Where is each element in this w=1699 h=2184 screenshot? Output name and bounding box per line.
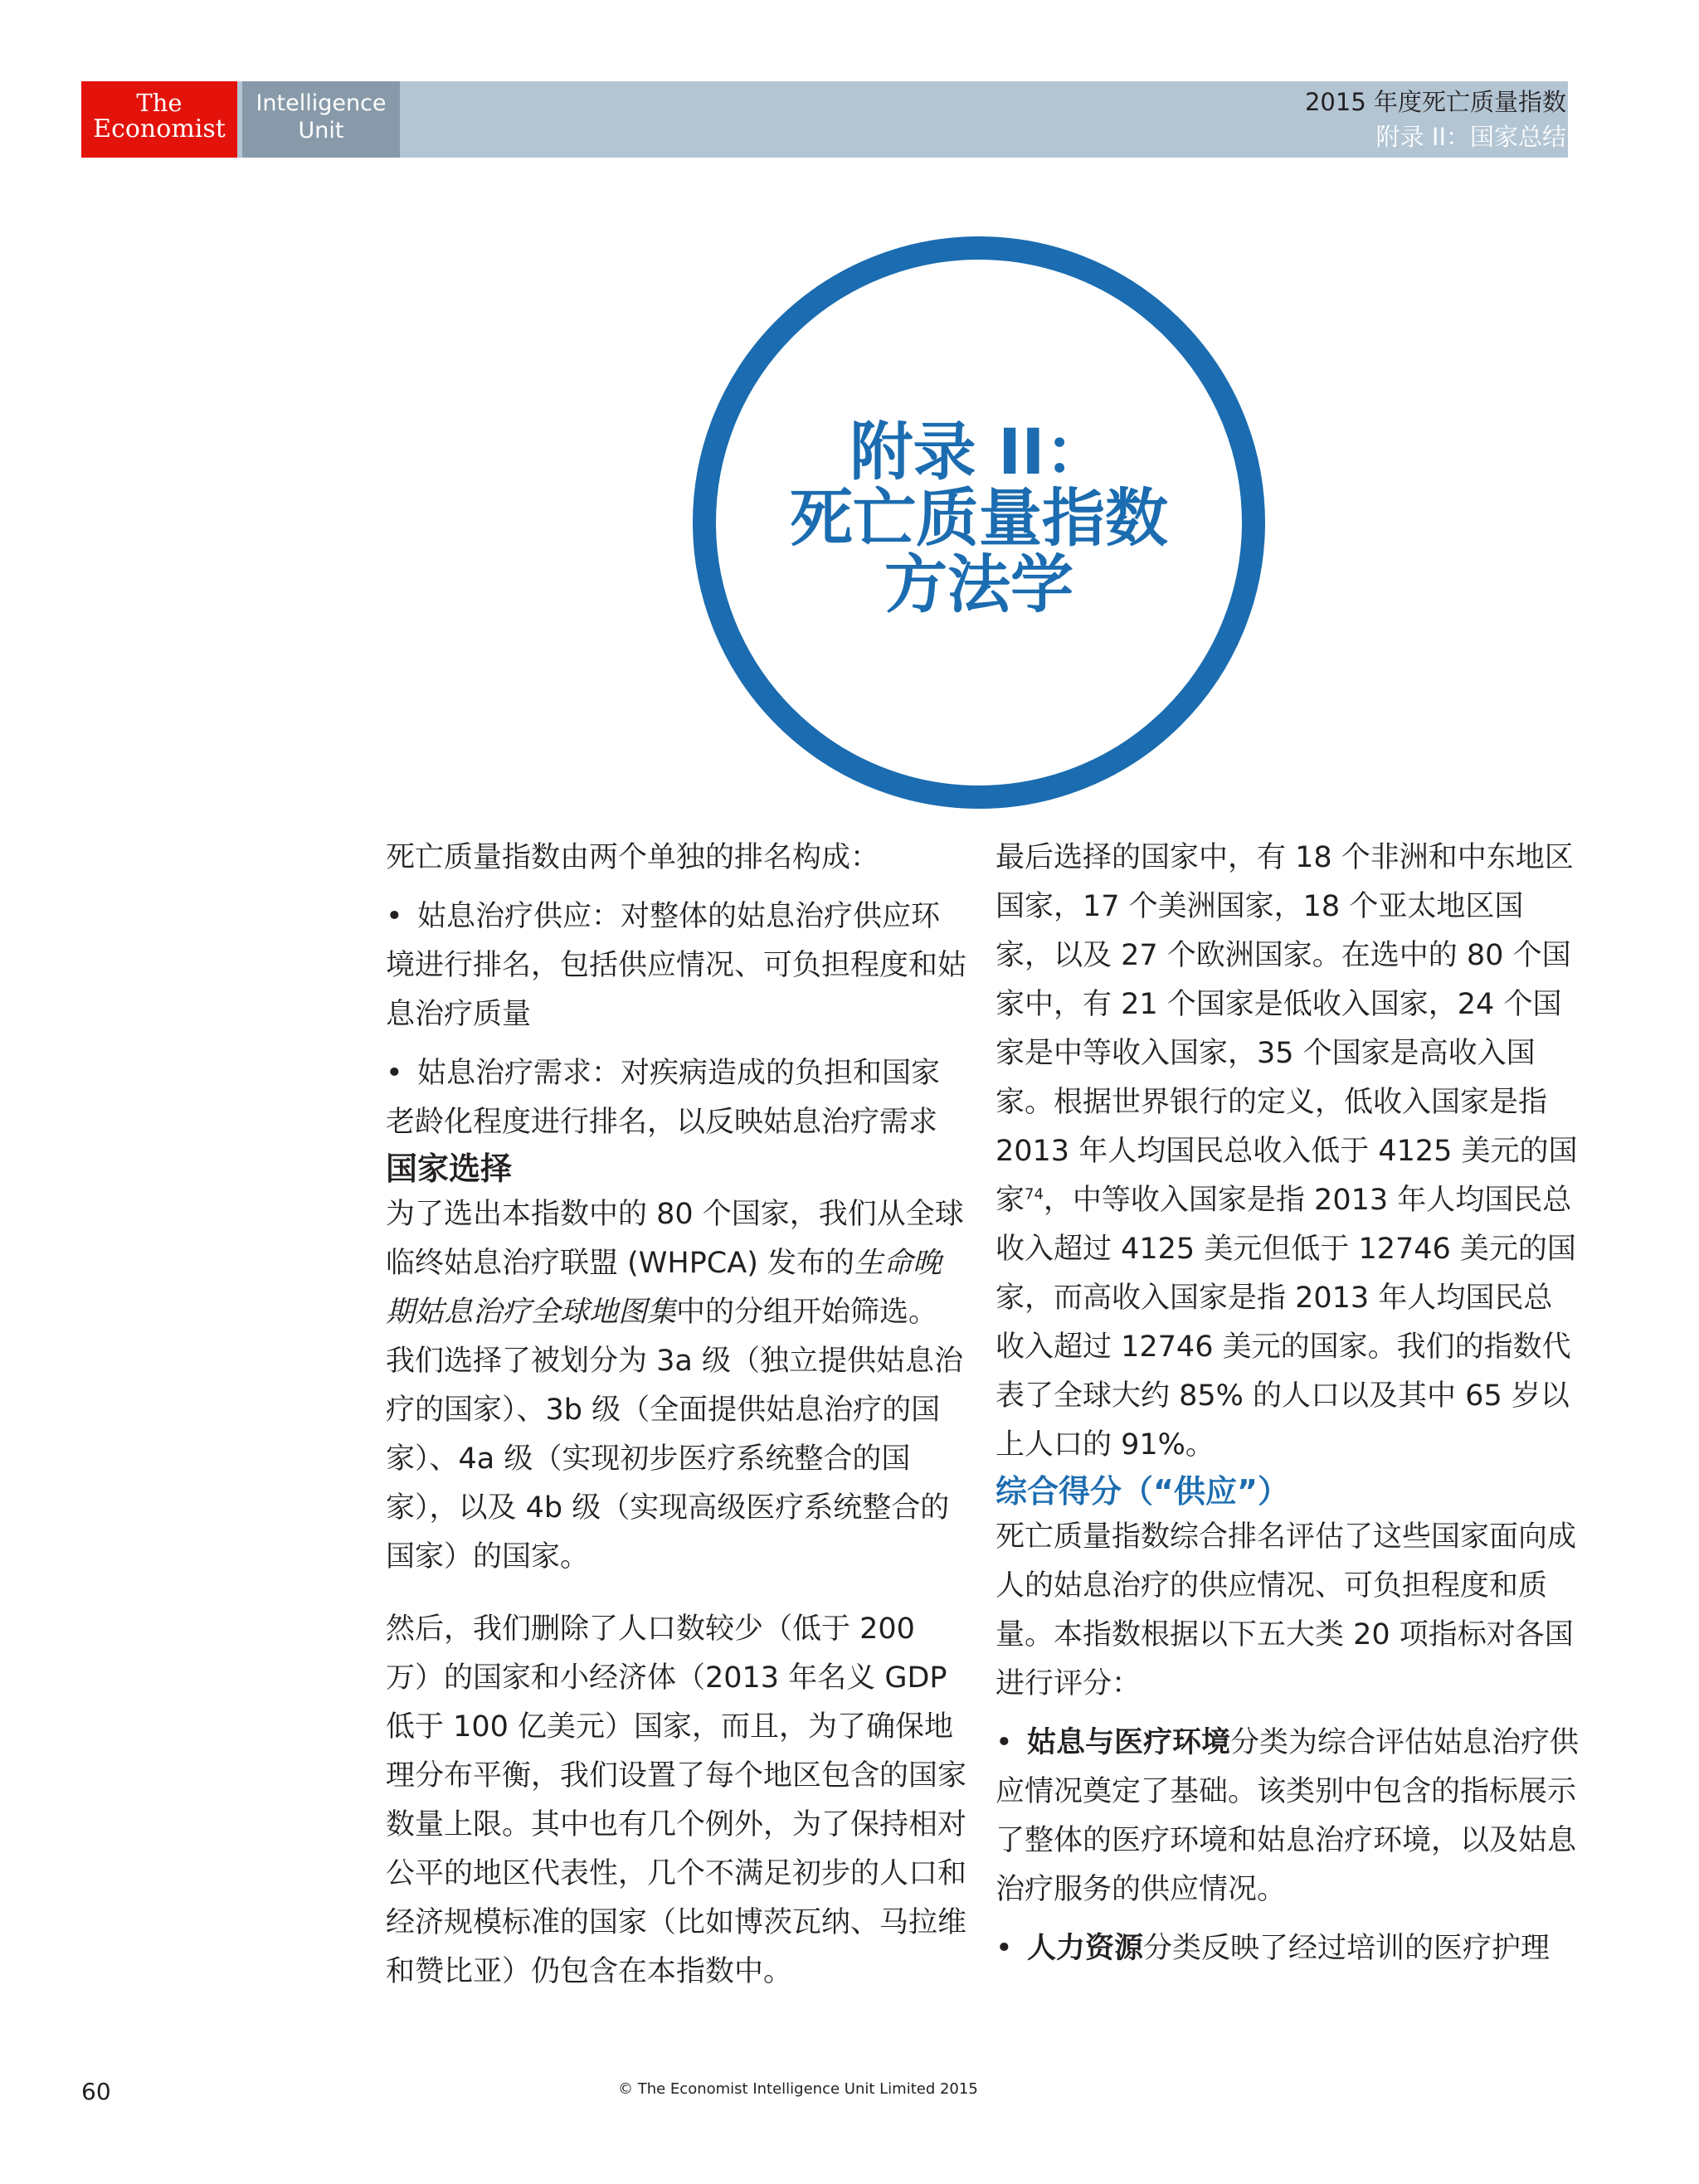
eiu-line-1: Intelligence [256,90,387,116]
exclusion-paragraph: 然后，我们删除了人口数较少（低于 200 万）的国家和小经济体（2013 年名义 GDP 低于 100 亿美元）国家，而且，为了确保地理分布平衡，我们设置了每个地区包含的国家数量上限。其中也有几个例外，为了保持相对公平的地区代表性，几个不满足初步的人口和经济规模标准的国家（比如博茨瓦纳、马拉维和赞比亚）仍包含在本指数中。 [386,1612,967,1988]
appendix-title-line-2: 死亡质量指数 [790,481,1168,555]
right-column [996,834,1580,1973]
eiu-logo [242,81,400,158]
left-column [386,834,966,1997]
category-description: 分类为综合评估姑息治疗供应情况奠定了基础。该类别中包含的指标展示了整体的医疗环境和姑息治疗环境，以及姑息治疗服务的供应情况。 [996,1726,1580,1906]
economist-logo [81,81,237,158]
appendix-title-line-3: 方法学 [884,547,1073,621]
bullet-supply-text: 姑息治疗供应：对整体的姑息治疗供应环境进行排名，包括供应情况、可负担程度和姑息治疗质量 [386,900,967,1031]
bullet-demand-text: 姑息治疗需求：对疾病造成的负担和国家老龄化程度进行排名，以反映姑息治疗需求 [386,1057,941,1139]
bullet-marker: • [996,1726,1013,1759]
paragraph-text: 为了选出本指数中的 80 个国家，我们从全球临终姑息治疗联盟 (WHPCA) 发布的 [386,1198,964,1280]
category-description: 分类反映了经过培训的医疗护理 [1143,1932,1551,1965]
category-name: 姑息与医疗环境 [1027,1726,1231,1759]
atlas-title: 生命晚期姑息治疗全球地图集 [386,1247,942,1329]
heading-country-selection: 国家选择 [386,1150,513,1187]
country-breakdown-paragraph [996,834,1580,1470]
paragraph-text: 最后选择的国家中，有 18 个非洲和中东地区国家，17 个美洲国家，18 个亚太地区国家，以及 27 个欧洲国家。在选中的 80 个国家中，有 21 个国家是低收入国家，24 个国家是中等收入国家，35 个国家是高收入国家。根据世界银行的定义，低收入国家是指 2013 年人均国民总收入低于 4125 美元的国家 [996,841,1578,1217]
logo-line-2: Economist [93,114,226,143]
logo-line-1: The [136,89,183,117]
bullet-environment [996,1719,1580,1914]
appendix-title-line-1: 附录 II： [850,415,1108,489]
copyright-notice: © The Economist Intelligence Unit Limited 2015 [618,2080,978,2098]
footnote-ref: 74 [1025,1185,1044,1204]
bullet-demand [386,1049,966,1147]
bullet-human-resources [996,1924,1580,1973]
bullet-supply [386,893,966,1039]
eiu-line-2: Unit [298,118,344,143]
category-name: 人力资源 [1027,1932,1144,1965]
page-number: 60 [81,2078,111,2105]
heading-overall-score: 综合得分（“供应”） [996,1473,1289,1510]
paragraph-text: 中的分组开始筛选。我们选择了被划分为 3a 级（独立提供姑息治疗的国家）、3b 级（全面提供姑息治疗的国家）、4a 级（实现初步医疗系统整合的国家），以及 4b 级（实现高级医疗系统整合的国家）的国家。 [386,1296,963,1574]
country-selection-paragraph [386,1190,966,1582]
bullet-marker: • [996,1932,1013,1965]
bullet-marker: • [386,900,403,933]
overall-score-paragraph: 死亡质量指数综合排名评估了这些国家面向成人的姑息治疗的供应情况、可负担程度和质量。本指数根据以下五大类 20 项指标对各国进行评分： [996,1520,1577,1700]
appendix-title [693,415,1265,621]
bullet-marker: • [386,1057,403,1090]
paragraph-text: ，中等收入国家是指 2013 年人均国民总收入超过 4125 美元但低于 12746 美元的国家，而高收入国家是指 2013 年人均国民总收入超过 12746 美元的国家。我们的指数代表了全球大约 85% 的人口以及其中 65 岁以上人口的 91%。 [996,1184,1576,1462]
report-title: 2015 年度死亡质量指数 [1304,88,1566,116]
intro-paragraph: 死亡质量指数由两个单独的排名构成： [386,841,880,874]
section-subtitle: 附录 II：国家总结 [1375,123,1566,151]
